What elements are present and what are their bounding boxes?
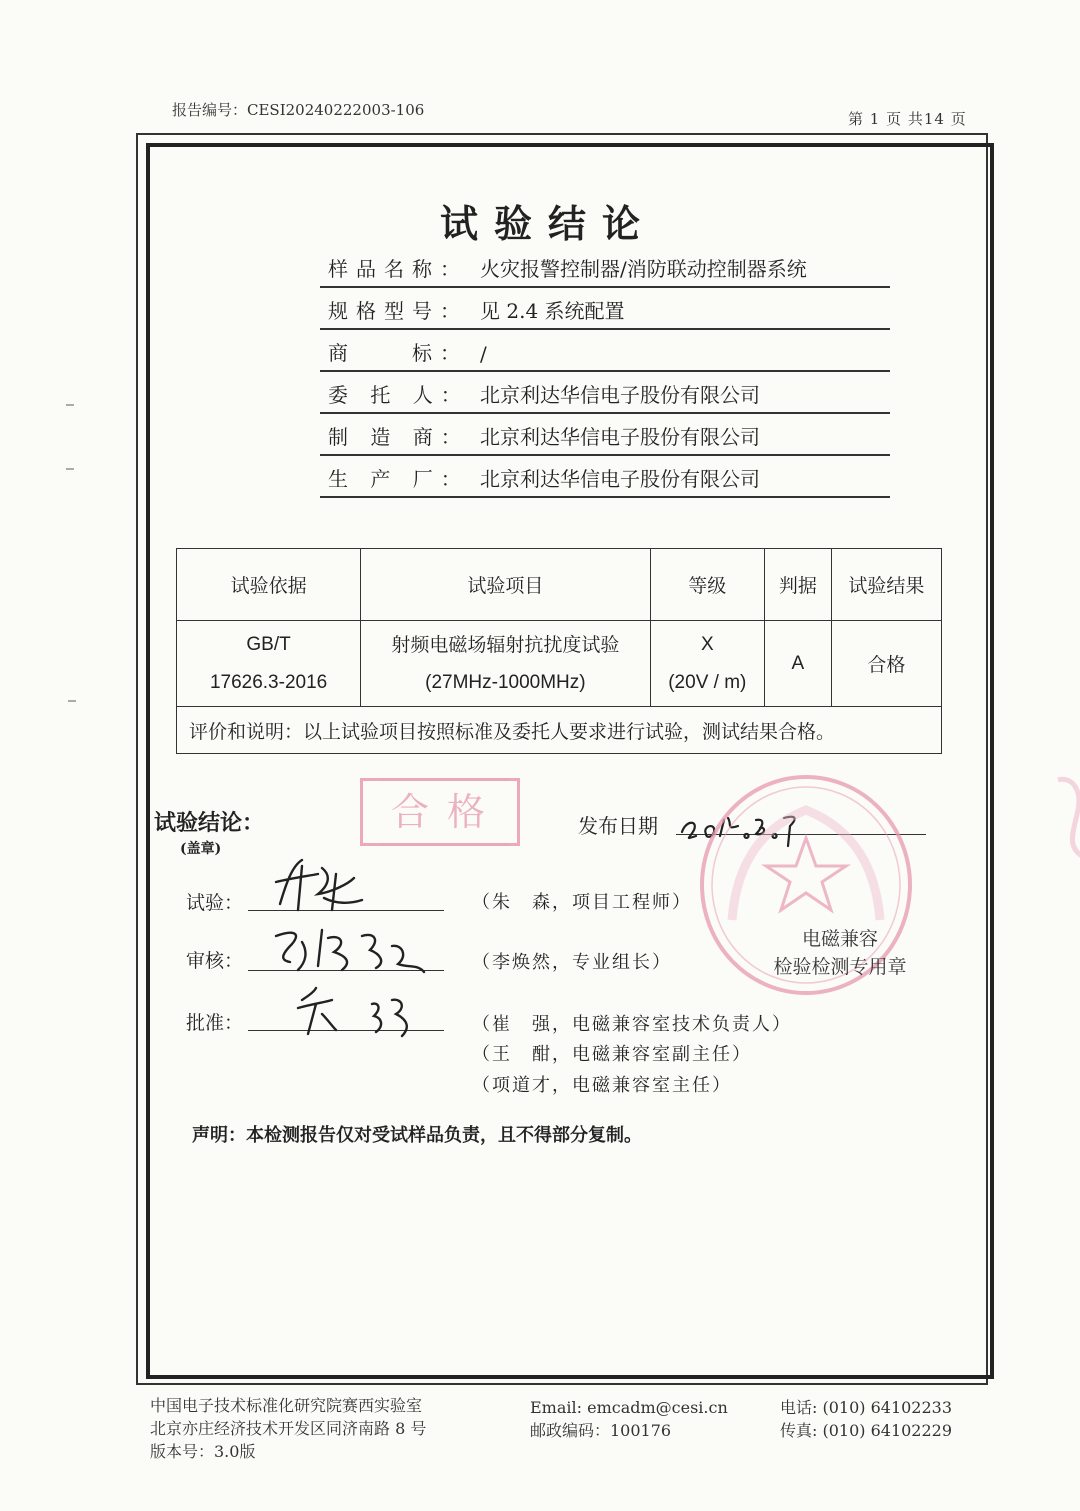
info-label: 商 标： <box>328 341 468 365</box>
header-item: 试验项目 <box>361 549 650 621</box>
cell-criterion: A <box>765 621 832 707</box>
footer-left <box>150 1394 426 1463</box>
table-row <box>177 621 942 707</box>
publish-date-label: 发布日期 <box>578 814 658 838</box>
level-line1: X <box>700 633 714 655</box>
info-row-sample-name <box>320 246 890 288</box>
level-line2: (20V / m) <box>668 671 747 693</box>
footer-email: Email: emcadm@cesi.cn <box>530 1398 728 1417</box>
scan-speck <box>68 700 76 702</box>
footer-postcode: 邮政编码：100176 <box>530 1421 672 1440</box>
seal-line1: 电磁兼容 <box>801 928 878 950</box>
item-line2: (27MHz-1000MHz) <box>425 671 586 693</box>
signature-note-approve: （崔 强，电磁兼容室技术负责人） <box>472 1014 792 1035</box>
info-value: / <box>480 342 487 366</box>
info-value: 见 2.4 系统配置 <box>480 299 625 323</box>
info-label: 规格型号： <box>328 299 468 323</box>
footer-right <box>780 1396 952 1442</box>
signature-label-test: 试验： <box>186 892 244 914</box>
footer-address: 北京亦庄经济技术开发区同济南路 8 号 <box>150 1419 427 1438</box>
scan-speck <box>66 468 74 470</box>
info-value: 火灾报警控制器/消防联动控制器系统 <box>480 257 807 281</box>
approver-deputy-director: （王 酣，电磁兼容室副主任） <box>472 1044 752 1065</box>
info-value: 北京利达华信电子股份有限公司 <box>480 425 760 449</box>
signature-note-test: （朱 森，项目工程师） <box>472 892 692 913</box>
info-value: 北京利达华信电子股份有限公司 <box>480 467 760 491</box>
cell-result: 合格 <box>831 621 941 707</box>
cell-level <box>650 621 764 707</box>
info-row-model <box>320 288 890 330</box>
declaration-text: 声明：本检测报告仅对受试样品负责，且不得部分复制。 <box>192 1125 642 1146</box>
handwritten-signature-approve <box>262 978 462 1038</box>
table-evaluation-row <box>177 707 942 754</box>
cell-item <box>361 621 650 707</box>
info-row-factory <box>320 456 890 498</box>
handwritten-signature-test <box>262 854 462 914</box>
edge-stamp-fragment-icon <box>1052 770 1080 860</box>
page-indicator: 第 1 页 共14 页 <box>848 110 967 128</box>
seal-note: (盖章) <box>180 841 222 857</box>
info-row-manufacturer <box>320 414 890 456</box>
report-number: 报告编号：CESI20240222003-106 <box>172 101 425 119</box>
signature-label-approve: 批准： <box>186 1012 244 1034</box>
info-label: 样品名称： <box>328 257 468 281</box>
cell-basis <box>177 621 361 707</box>
footer-org: 中国电子技术标准化研究院赛西实验室 <box>150 1396 423 1415</box>
results-table <box>176 548 942 754</box>
info-label: 生 产 厂： <box>328 467 469 491</box>
info-value: 北京利达华信电子股份有限公司 <box>480 383 760 407</box>
info-row-client <box>320 372 890 414</box>
approver-director: （项道才，电磁兼容室主任） <box>472 1075 732 1096</box>
pass-stamp: 合格 <box>360 778 520 846</box>
header-result: 试验结果 <box>831 549 941 621</box>
scan-speck <box>66 404 74 406</box>
evaluation-text: 评价和说明：以上试验项目按照标准及委托人要求进行试验，测试结果合格。 <box>177 707 942 754</box>
signature-note-review: （李焕然，专业组长） <box>472 952 672 973</box>
info-row-trademark <box>320 330 890 372</box>
seal-line2: 检验检测专用章 <box>773 956 907 978</box>
info-label: 委 托 人： <box>328 383 469 407</box>
page-title: 试验结论 <box>439 201 656 246</box>
header-criterion: 判据 <box>765 549 832 621</box>
basis-line2: 17626.3-2016 <box>209 671 328 693</box>
handwritten-signature-review <box>262 916 462 976</box>
footer-middle <box>530 1396 728 1442</box>
header-level: 等级 <box>650 549 764 621</box>
info-label: 制 造 商： <box>328 425 469 449</box>
basis-line1: GB/T <box>246 633 291 655</box>
footer-fax: 传真: (010) 64102229 <box>780 1421 953 1440</box>
table-header-row <box>177 549 942 621</box>
footer-phone: 电话: (010) 64102233 <box>780 1398 953 1417</box>
item-line1: 射频电磁场辐射抗扰度试验 <box>391 633 620 656</box>
footer-version: 版本号：3.0版 <box>150 1442 256 1461</box>
conclusion-label: 试验结论： <box>154 810 265 836</box>
header-basis: 试验依据 <box>177 549 361 621</box>
signature-label-review: 审核： <box>186 950 244 972</box>
